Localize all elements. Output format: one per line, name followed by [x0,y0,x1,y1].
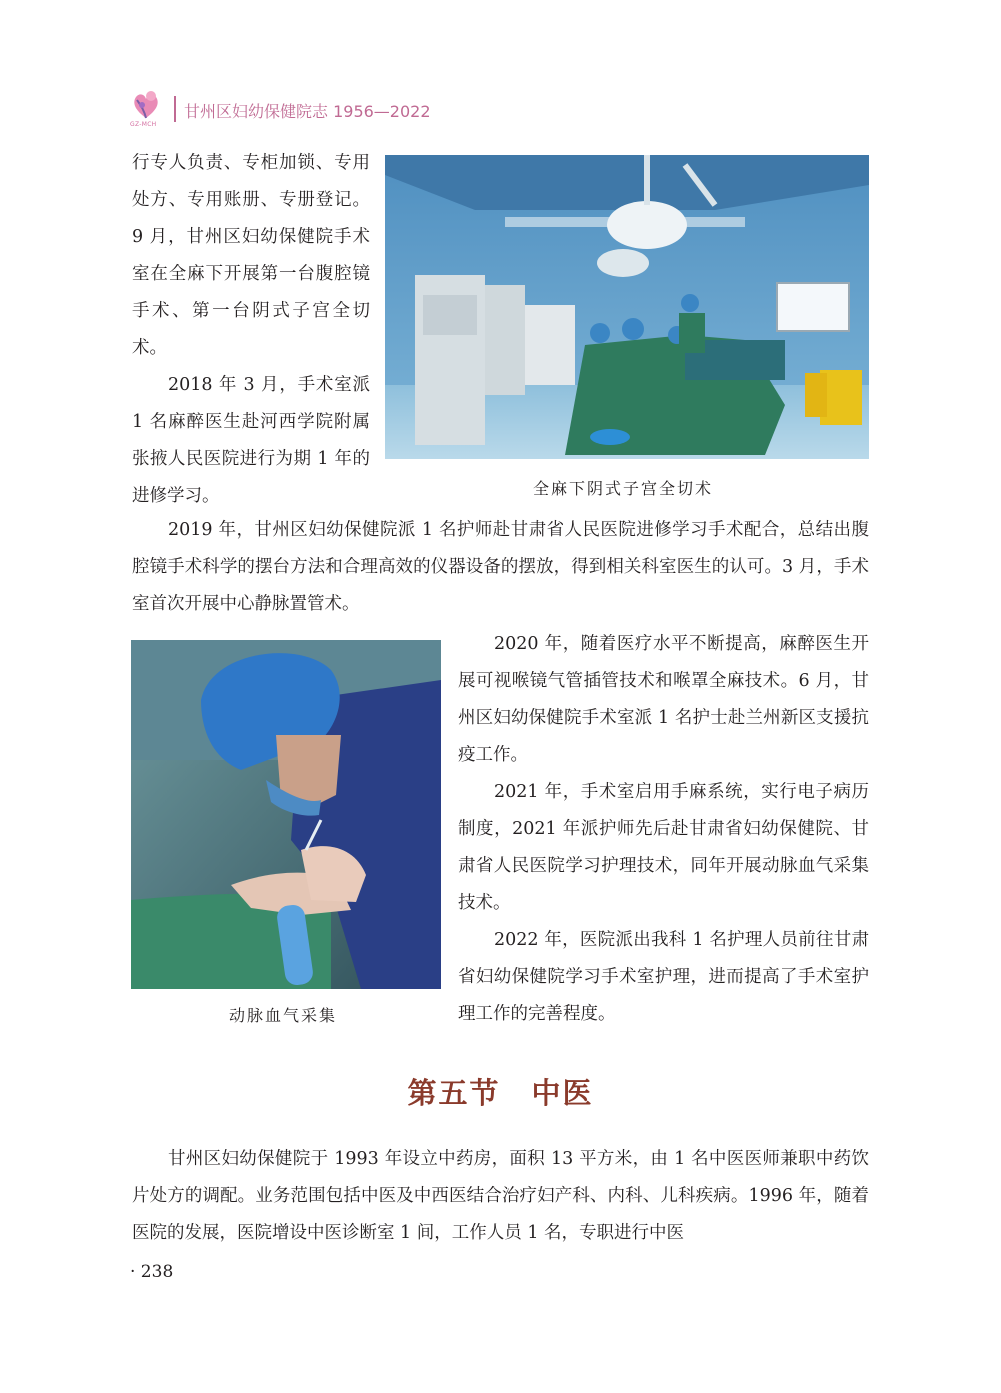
figure-caption-blood-gas: 动脉血气采集 [229,1006,338,1025]
figure-caption-operation: 全麻下阴式子宫全切术 [533,479,714,498]
paragraph-continued: 行专人负责、专柜加锁、专用处方、专用账册、专册登记。9 月，甘州区妇幼保健院手术室在全麻下开展第一台腹腔镜手术、第一台阴式子宫全切术。 [132,153,370,358]
page-number: · 238 [130,1262,174,1282]
blood-gas-sampling-photo [131,640,441,989]
logo-text: GZ-MCH [130,121,157,128]
section-heading: 第五节 中医 [407,1076,594,1110]
operating-room-photo [385,155,869,459]
paragraph-2018: 2018 年 3 月，手术室派 1 名麻醉医生赴河西学院附属张掖人民医院进行为期 1 年的进修学习。 [132,375,370,506]
section-paragraph: 甘州区妇幼保健院于 1993 年设立中药房，面积 13 平方米，由 1 名中医医师兼职中药饮片处方的调配。业务范围包括中医及中西医结合治疗妇产科、内科、儿科疾病。1996 年，随着医院的发展，医院增设中医诊断室 1 间，工作人员 1 名，专职进行中医 [132,1149,869,1243]
right-column-text [458,626,869,1033]
paragraph-2022: 2022 年，医院派出我科 1 名护理人员前往甘肃省妇幼保健院学习手术室护理，进而提高了手术室护理工作的完善程度。 [458,930,869,1024]
paragraph-2021: 2021 年，手术室启用手麻系统，实行电子病历制度，2021 年派护师先后赴甘肃省妇幼保健院、甘肃省人民医院学习护理技术，同年开展动脉血气采集技术。 [458,782,869,913]
left-column-text [132,145,370,515]
running-header-title: 甘州区妇幼保健院志 1956—2022 [184,102,431,121]
paragraph-2020: 2020 年，随着医疗水平不断提高，麻醉医生开展可视喉镜气管插管技术和喉罩全麻技术。6 月，甘州区妇幼保健院手术室派 1 名护士赴兰州新区支援抗疫工作。 [458,634,869,765]
header-divider [174,96,176,122]
paragraph-2019: 2019 年，甘州区妇幼保健院派 1 名护师赴甘肃省人民医院进修学习手术配合，总结出腹腔镜手术科学的摆台方法和合理高效的仪器设备的摆放，得到相关科室医生的认可。3 月，手术室首次开展中心静脉置管术。 [132,520,869,614]
